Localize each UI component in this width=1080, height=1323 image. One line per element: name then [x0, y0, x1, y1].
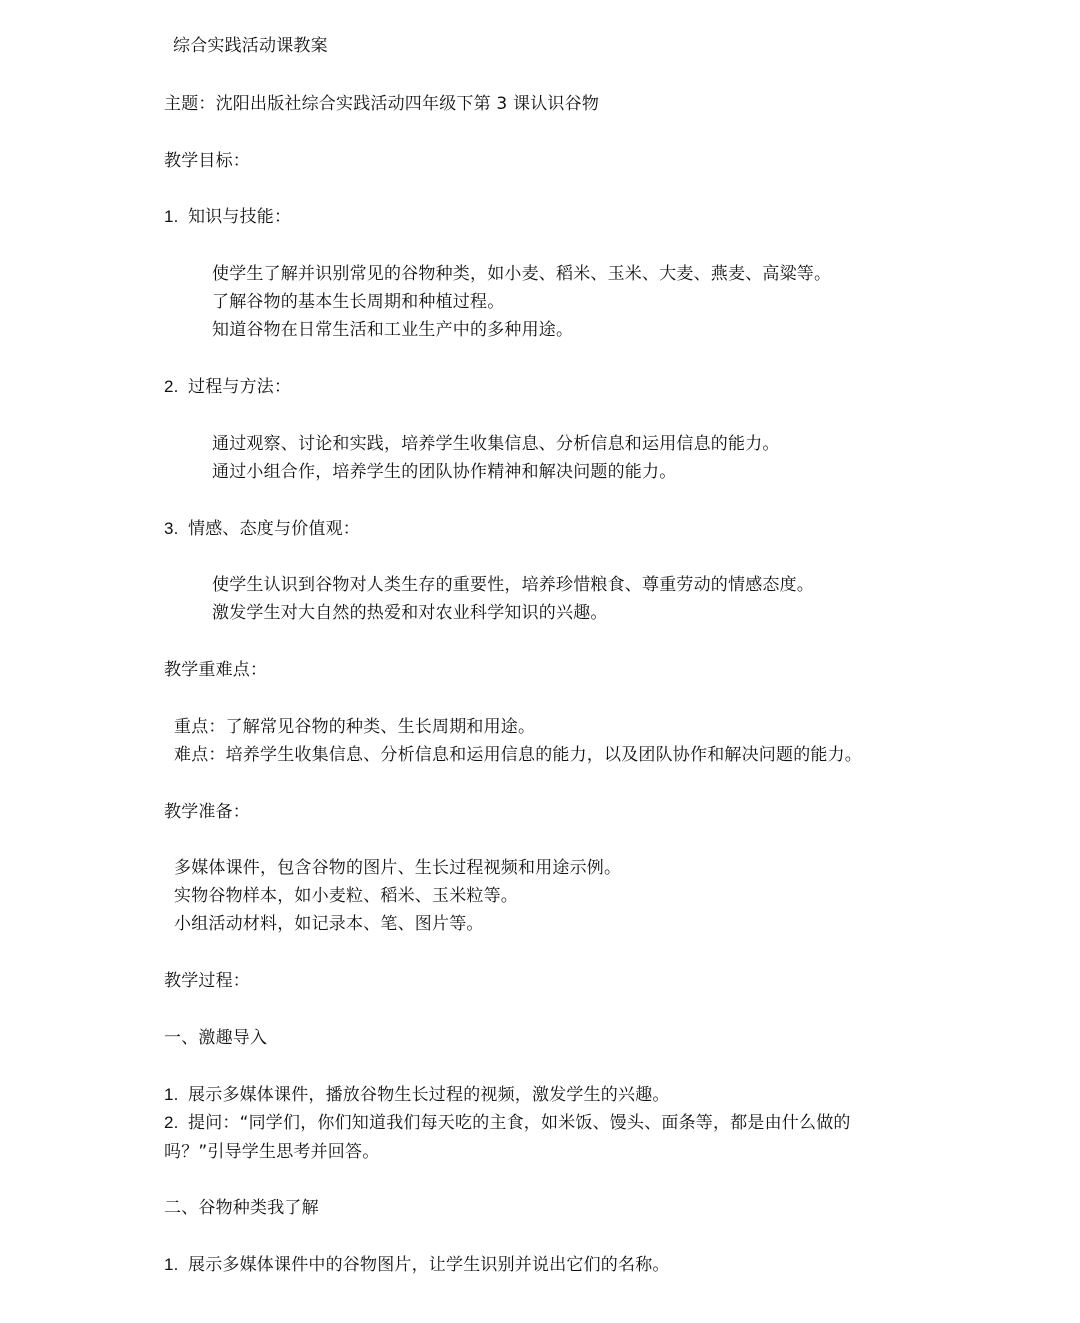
section1-item-1-number: 1.: [164, 1085, 179, 1104]
goal2-item-1: 通过观察、讨论和实践，培养学生收集信息、分析信息和运用信息的能力。: [212, 434, 780, 454]
document-title: 综合实践活动课教案: [173, 36, 328, 56]
section2-item-1: 展示多媒体课件中的谷物图片，让学生识别并说出它们的名称。: [188, 1255, 670, 1275]
goal3-heading: 情感、态度与价值观：: [188, 519, 360, 539]
goals-heading: 教学目标：: [164, 151, 250, 171]
process-heading: 教学过程：: [164, 971, 250, 991]
goal2-heading: 过程与方法：: [188, 377, 292, 397]
prep-item-1: 多媒体课件，包含谷物的图片、生长过程视频和用途示例。: [174, 858, 622, 878]
goal3-item-2: 激发学生对大自然的热爱和对农业科学知识的兴趣。: [212, 603, 608, 623]
keypoint-difficulty: 难点：培养学生收集信息、分析信息和运用信息的能力，以及团队协作和解决问题的能力。: [174, 745, 862, 765]
goal1-heading: 知识与技能：: [188, 207, 292, 227]
goal1-item-1: 使学生了解并识别常见的谷物种类，如小麦、稻米、玉米、大麦、燕麦、高粱等。: [212, 264, 832, 284]
keypoints-heading: 教学重难点：: [164, 660, 268, 680]
goal3-item-1: 使学生认识到谷物对人类生存的重要性，培养珍惜粮食、尊重劳动的情感态度。: [212, 575, 814, 595]
section2-item-1-line: [164, 1253, 670, 1277]
section2-heading: 二、谷物种类我了解: [164, 1198, 319, 1218]
section1-item-2-line: [164, 1111, 851, 1135]
section1-heading: 一、激趣导入: [164, 1028, 268, 1048]
topic-line: 主题：沈阳出版社综合实践活动四年级下第 3 课认识谷物: [164, 94, 600, 114]
prep-item-3: 小组活动材料，如记录本、笔、图片等。: [174, 914, 484, 934]
section1-item-1-line: [164, 1083, 670, 1107]
section1-item-2-number: 2.: [164, 1113, 179, 1132]
goal1-number: 1.: [164, 207, 179, 226]
goal3-number: 3.: [164, 519, 179, 538]
section1-item-2-continuation: 吗？”引导学生思考并回答。: [164, 1142, 380, 1162]
goal2-heading-line: [164, 375, 291, 399]
goal2-number: 2.: [164, 377, 179, 396]
goal2-item-2: 通过小组合作，培养学生的团队协作精神和解决问题的能力。: [212, 462, 677, 482]
section2-item-1-number: 1.: [164, 1255, 179, 1274]
keypoint-emphasis: 重点：了解常见谷物的种类、生长周期和用途。: [174, 717, 536, 737]
goal1-item-3: 知道谷物在日常生活和工业生产中的多种用途。: [212, 320, 574, 340]
goal1-item-2: 了解谷物的基本生长周期和种植过程。: [212, 292, 505, 312]
goal1-heading-line: [164, 205, 291, 229]
prep-heading: 教学准备：: [164, 802, 250, 822]
prep-item-2: 实物谷物样本，如小麦粒、稻米、玉米粒等。: [174, 886, 518, 906]
section1-item-1: 展示多媒体课件，播放谷物生长过程的视频，激发学生的兴趣。: [188, 1085, 670, 1105]
section1-item-2: 提问：“同学们，你们知道我们每天吃的主食，如米饭、馒头、面条等，都是由什么做的: [188, 1113, 851, 1133]
goal3-heading-line: [164, 517, 360, 541]
